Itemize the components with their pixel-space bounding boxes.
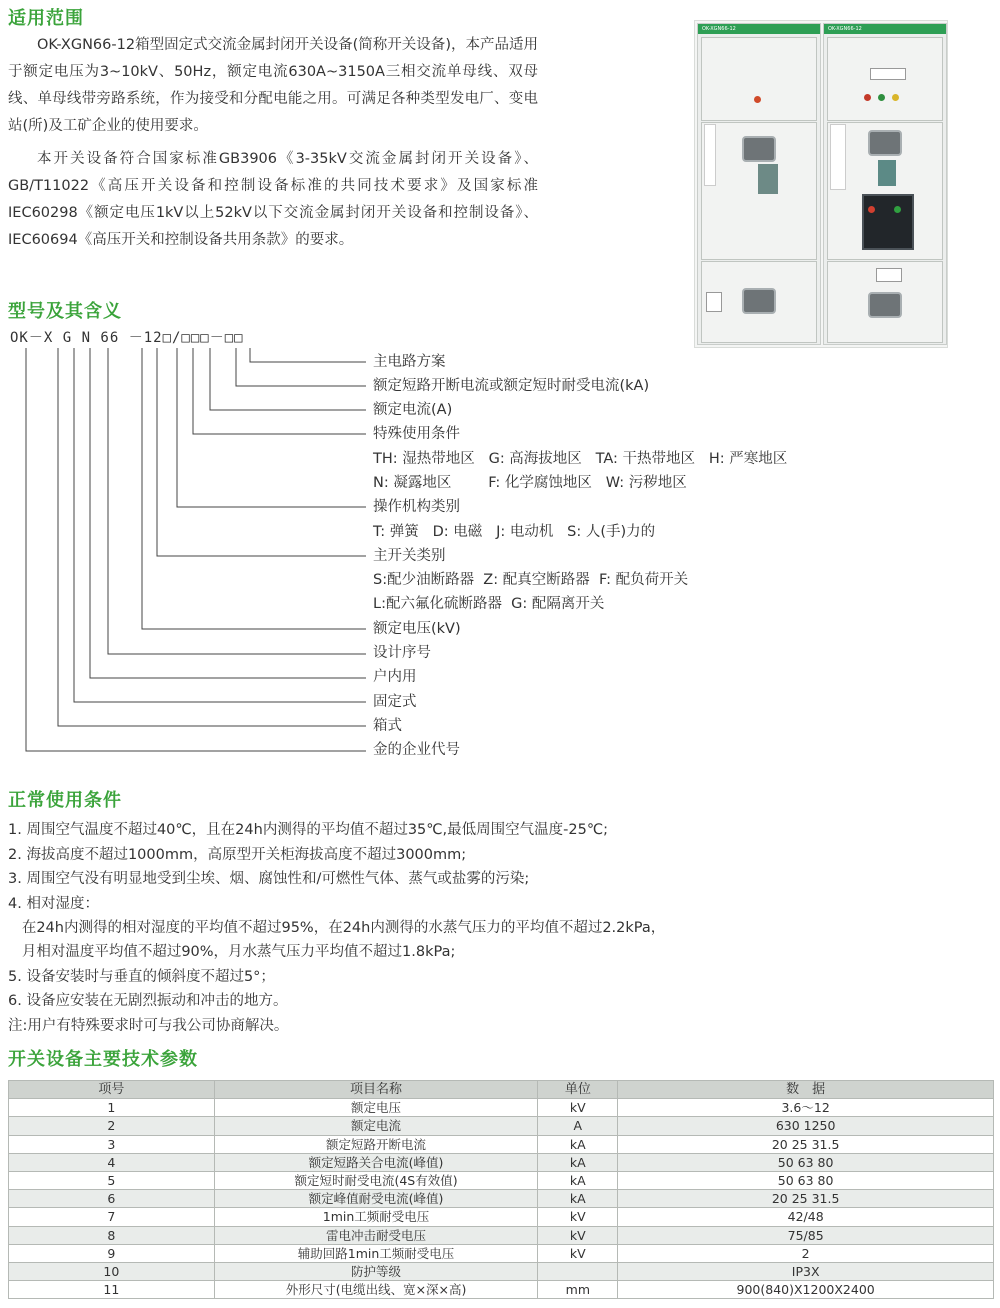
model-label-main-switch: 主开关类别 — [373, 548, 446, 564]
table-row — [9, 1117, 994, 1135]
tree-line-mechanism — [177, 348, 366, 507]
spec-cell-data: 2 — [618, 1244, 994, 1262]
spec-cell-item: 额定峰值耐受电流(峰值) — [214, 1190, 538, 1208]
spec-cell-unit: kV — [538, 1226, 618, 1244]
model-label-mechanism-options: T: 弹簧 D: 电磁 J: 电动机 S: 人(手)力的 — [373, 524, 656, 540]
table-row — [9, 1099, 994, 1117]
spec-cell-item: 雷电冲击耐受电压 — [214, 1226, 538, 1244]
table-row — [9, 1171, 994, 1189]
spec-cell-unit: kV — [538, 1244, 618, 1262]
condition-line-3: 3. 周围空气没有明显地受到尘埃、烟、腐蚀性和/可燃性气体、蒸气或盐雾的污染; — [8, 871, 530, 887]
spec-cell-unit: kA — [538, 1153, 618, 1171]
spec-cell-data: 50 63 80 — [618, 1153, 994, 1171]
spec-cell-no: 3 — [9, 1135, 215, 1153]
section-heading-specs: 开关设备主要技术参数 — [8, 1049, 198, 1070]
spec-cell-item: 辅助回路1min工频耐受电压 — [214, 1244, 538, 1262]
model-label-mechanism: 操作机构类别 — [373, 499, 460, 515]
spec-table — [8, 1080, 994, 1299]
scope-paragraph-1: OK-XGN66-12箱型固定式交流金属封闭开关设备(简称开关设备)，本产品适用于额定电压为3~10kV、50Hz，额定电流630A~3150A三相交流单母线、双母线、单母线带旁路系统，作为接受和分配电能之用。可满足各种类型发电厂、变电站(所)及工矿企业的使用要求。 — [8, 37, 538, 134]
table-row — [9, 1190, 994, 1208]
spec-header-no: 项号 — [9, 1081, 215, 1099]
table-row — [9, 1208, 994, 1226]
table-row — [9, 1226, 994, 1244]
spec-cell-data: IP3X — [618, 1262, 994, 1280]
condition-note: 注:用户有特殊要求时可与我公司协商解决。 — [8, 1018, 289, 1034]
spec-cell-no: 5 — [9, 1171, 215, 1189]
spec-cell-unit: kV — [538, 1208, 618, 1226]
section-heading-scope: 适用范围 — [8, 8, 84, 29]
model-code: OK－X G N 66 －12□/□□□－□□ — [10, 330, 244, 346]
spec-header-data: 数 据 — [618, 1081, 994, 1099]
cabinet-right-title: OK-XGN66-12 — [828, 26, 862, 32]
model-label-box: 箱式 — [373, 718, 402, 734]
spec-cell-no: 7 — [9, 1208, 215, 1226]
model-label-main-circuit: 主电路方案 — [373, 354, 446, 370]
table-row — [9, 1135, 994, 1153]
spec-cell-item: 额定电流 — [214, 1117, 538, 1135]
cabinet-left-title: OK-XGN66-12 — [702, 26, 736, 32]
model-label-fixed: 固定式 — [373, 694, 417, 710]
tree-line-main-switch — [157, 348, 366, 556]
spec-cell-no: 4 — [9, 1153, 215, 1171]
tree-line-enterprise-code — [26, 348, 366, 751]
tree-line-design-number — [108, 348, 366, 654]
condition-line-6: 月相对温度平均值不超过90%，月水蒸气压力平均值不超过1.8kPa; — [8, 944, 456, 960]
tree-line-rated-current — [210, 348, 366, 410]
spec-cell-item: 额定短时耐受电流(4S有效值) — [214, 1171, 538, 1189]
model-label-rated-voltage: 额定电压(kV) — [373, 621, 461, 637]
spec-cell-unit — [538, 1262, 618, 1280]
spec-header-unit: 单位 — [538, 1081, 618, 1099]
model-label-indoor: 户内用 — [373, 669, 417, 685]
spec-cell-data: 50 63 80 — [618, 1171, 994, 1189]
spec-cell-data: 42/48 — [618, 1208, 994, 1226]
spec-cell-data: 630 1250 — [618, 1117, 994, 1135]
model-label-special-options-2: N: 凝露地区 F: 化学腐蚀地区 W: 污秽地区 — [373, 475, 687, 491]
spec-cell-data: 75/85 — [618, 1226, 994, 1244]
model-label-switch-options-2: L:配六氟化硫断路器 G: 配隔离开关 — [373, 596, 605, 612]
condition-line-4: 4. 相对湿度： — [8, 896, 99, 912]
spec-cell-no: 6 — [9, 1190, 215, 1208]
spec-cell-item: 额定电压 — [214, 1099, 538, 1117]
condition-line-8: 6. 设备应安装在无剧烈振动和冲击的地方。 — [8, 993, 288, 1009]
spec-cell-item: 外形尺寸(电缆出线、宽×深×高) — [214, 1281, 538, 1299]
condition-line-5: 在24h内测得的相对湿度的平均值不超过95%，在24h内测得的水蒸气压力的平均值不超过2.2kPa， — [8, 920, 666, 936]
tree-line-fixed — [74, 348, 366, 702]
spec-table-header — [9, 1081, 994, 1099]
table-row — [9, 1244, 994, 1262]
tree-line-short-circuit — [236, 348, 366, 386]
tree-line-special-condition — [193, 348, 366, 434]
spec-cell-data: 20 25 31.5 — [618, 1135, 994, 1153]
model-label-enterprise-code: 金的企业代号 — [373, 742, 460, 758]
spec-cell-no: 9 — [9, 1244, 215, 1262]
model-label-switch-options-1: S:配少油断路器 Z: 配真空断路器 F: 配负荷开关 — [373, 572, 689, 588]
spec-cell-no: 8 — [9, 1226, 215, 1244]
spec-cell-data: 20 25 31.5 — [618, 1190, 994, 1208]
tree-line-rated-voltage — [142, 348, 366, 629]
model-label-design-number: 设计序号 — [373, 645, 431, 661]
table-row — [9, 1262, 994, 1280]
model-label-special-options-1: TH: 湿热带地区 G: 高海拔地区 TA: 干热带地区 H: 严寒地区 — [373, 451, 788, 467]
condition-line-7: 5. 设备安装时与垂直的倾斜度不超过5°； — [8, 969, 275, 985]
spec-cell-data: 900(840)X1200X2400 — [618, 1281, 994, 1299]
spec-cell-unit: kA — [538, 1135, 618, 1153]
spec-cell-unit: mm — [538, 1281, 618, 1299]
spec-cell-data: 3.6～12 — [618, 1099, 994, 1117]
spec-cell-unit: A — [538, 1117, 618, 1135]
spec-cell-item: 额定短路关合电流(峰值) — [214, 1153, 538, 1171]
spec-cell-no: 11 — [9, 1281, 215, 1299]
section-heading-model: 型号及其含义 — [8, 301, 122, 322]
condition-line-1: 1. 周围空气温度不超过40℃，且在24h内测得的平均值不超过35℃,最低周围空气温度-25℃; — [8, 822, 609, 838]
tree-line-box — [58, 348, 366, 726]
spec-cell-unit: kA — [538, 1190, 618, 1208]
model-label-short-circuit: 额定短路开断电流或额定短时耐受电流(kA) — [373, 378, 650, 394]
spec-cell-item: 额定短路开断电流 — [214, 1135, 538, 1153]
spec-cell-unit: kV — [538, 1099, 618, 1117]
spec-cell-item: 1min工频耐受电压 — [214, 1208, 538, 1226]
spec-cell-no: 10 — [9, 1262, 215, 1280]
spec-cell-unit: kA — [538, 1171, 618, 1189]
spec-header-item: 项目名称 — [214, 1081, 538, 1099]
scope-paragraph-2: 本开关设备符合国家标准GB3906《3-35kV交流金属封闭开关设备》、GB/T11022《高压开关设备和控制设备标准的共同技术要求》及国家标准IEC60298《额定电压1kV以上52kV以下交流金属封闭开关设备和控制设备》、IEC60694《高压开关和控制设备共用条款》的要求。 — [8, 151, 538, 248]
table-row — [9, 1153, 994, 1171]
model-label-special-condition: 特殊使用条件 — [373, 426, 460, 442]
table-row — [9, 1281, 994, 1299]
spec-cell-no: 1 — [9, 1099, 215, 1117]
tree-line-main-circuit — [250, 348, 366, 362]
spec-cell-no: 2 — [9, 1117, 215, 1135]
model-label-rated-current: 额定电流(A) — [373, 402, 453, 418]
spec-cell-item: 防护等级 — [214, 1262, 538, 1280]
condition-line-2: 2. 海拔高度不超过1000mm，高原型开关柜海拔高度不超过3000mm; — [8, 847, 467, 863]
section-heading-conditions: 正常使用条件 — [8, 790, 122, 811]
